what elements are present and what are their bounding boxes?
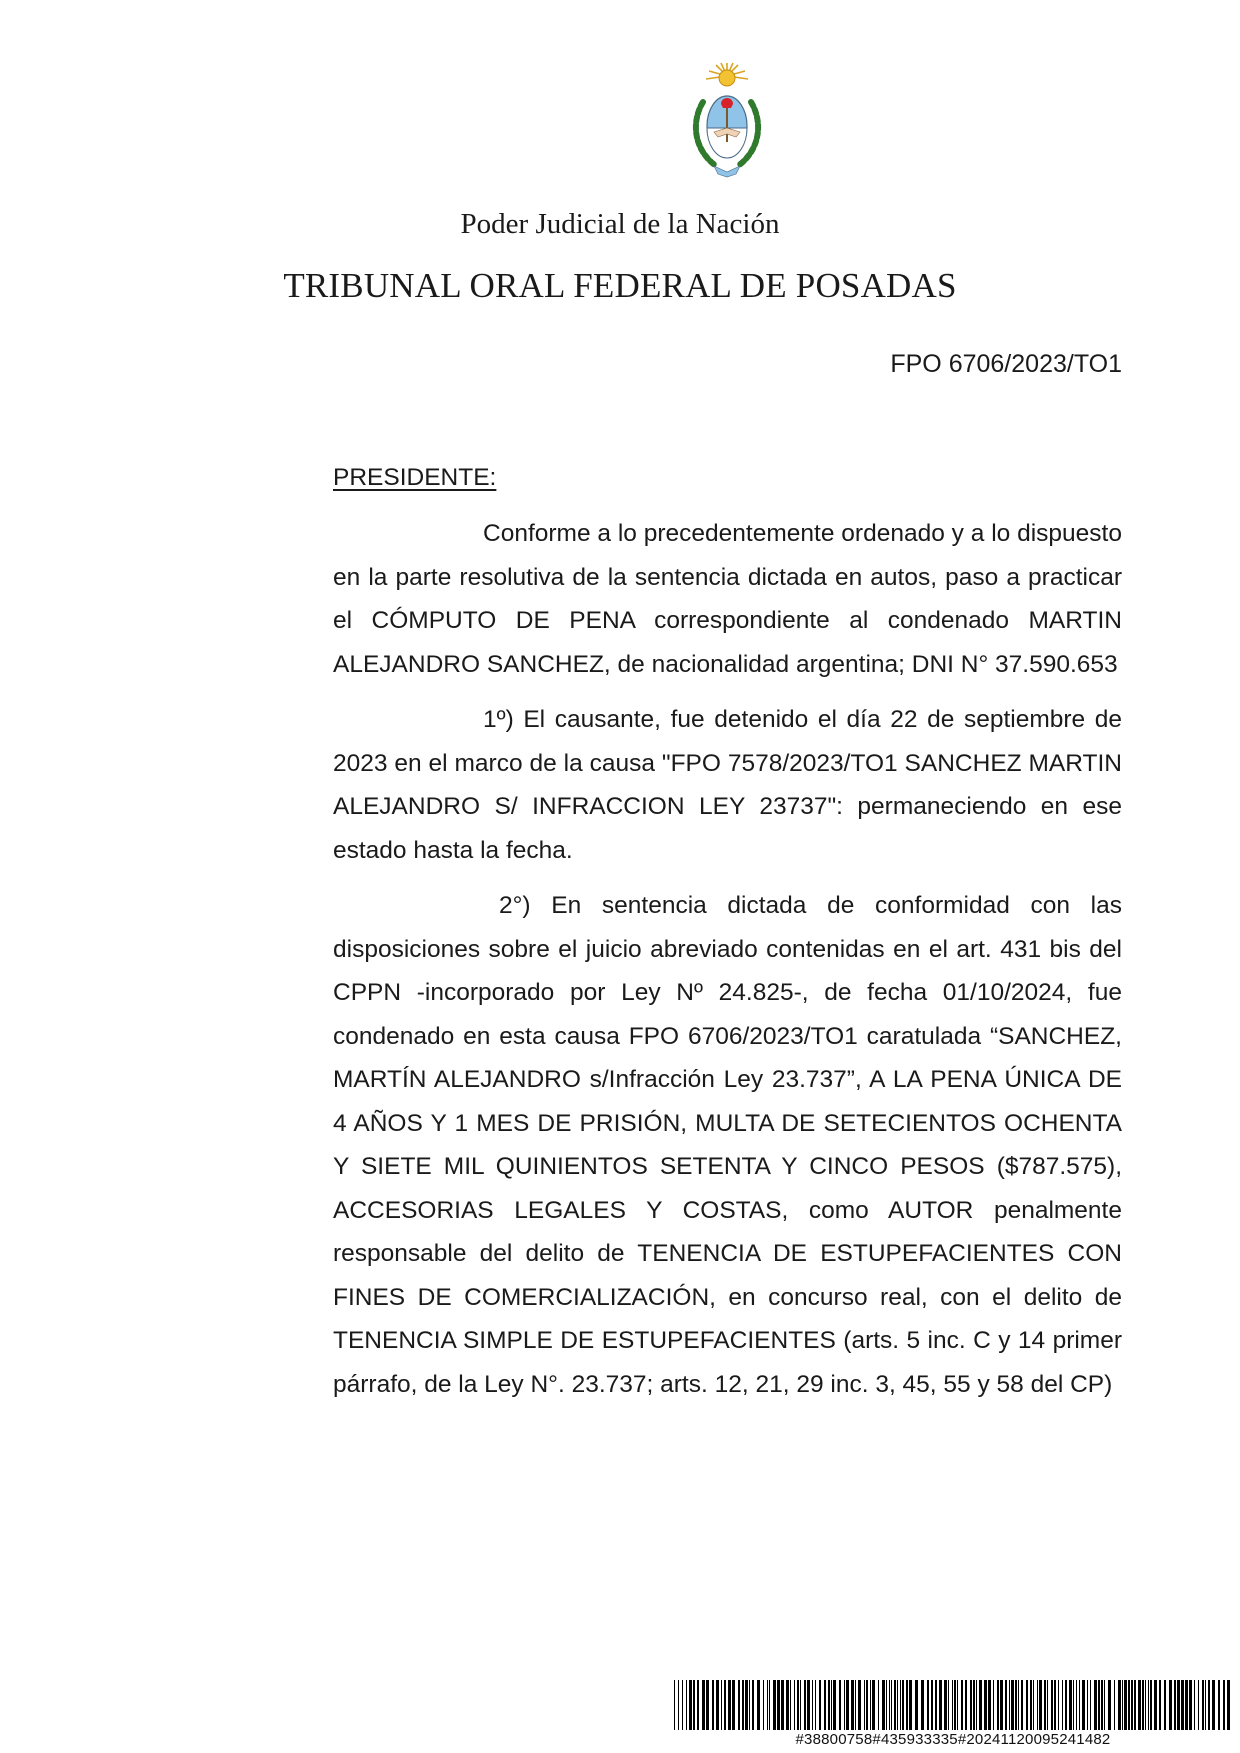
barcode-bar [1194,1680,1195,1730]
barcode-bar [1164,1680,1166,1730]
barcode-bar [935,1680,937,1730]
barcode-bar [894,1680,896,1730]
paragraph-intro: Conforme a lo precedentemente ordenado y a lo dispuesto en la parte resolutiva de la sentencia dictada en autos, paso a practicar el CÓMPUTO DE PENA correspondiente al condenado MARTIN ALEJANDRO SANCHEZ, de nacionalidad argentina; DNI N° 37.590.653 [333,520,1122,678]
barcode-bar [1030,1680,1032,1730]
barcode-bar [915,1680,918,1730]
barcode-bar [939,1680,942,1730]
barcode-bar [1015,1680,1017,1730]
barcode-bar [790,1680,791,1730]
barcode-bar [800,1680,801,1730]
barcode-bar [1087,1680,1088,1730]
barcode-bar [702,1680,705,1730]
barcode-bar [891,1680,892,1730]
barcode-bar [1223,1680,1225,1730]
barcode-bar [902,1680,904,1730]
barcode-bar [957,1680,958,1730]
barcode-bar [1069,1680,1072,1730]
barcode-bar [906,1680,908,1730]
barcode-bar [824,1680,826,1730]
barcode-bar [1145,1680,1146,1730]
barcode-bar [678,1680,679,1730]
barcode-bar [752,1680,754,1730]
barcode-bar [706,1680,709,1730]
barcode-bar [839,1680,841,1730]
barcode-bar [882,1680,885,1730]
barcode-bar [1122,1680,1123,1730]
barcode-bar [866,1680,868,1730]
barcode-bar [952,1680,953,1730]
barcode-bar [1000,1680,1003,1730]
barcode-bar [757,1680,760,1730]
barcode-bar [954,1680,956,1730]
barcode-bar [1009,1680,1010,1730]
barcode-bar [1065,1680,1067,1730]
barcode-bar [1044,1680,1046,1730]
barcode-bar [1114,1680,1115,1730]
barcode-bar [1021,1680,1023,1730]
barcode-bar [1198,1680,1199,1730]
barcode-bar [1082,1680,1085,1730]
barcode-bar [970,1680,972,1730]
barcode-bar [993,1680,994,1730]
barcode-bar [1104,1680,1105,1730]
barcode-bar [984,1680,987,1730]
barcode-bar [1018,1680,1019,1730]
barcode-bar [794,1680,795,1730]
barcode-bar [777,1680,780,1730]
barcode-bar [851,1680,854,1730]
barcode-bar [979,1680,982,1730]
barcode-bar [1154,1680,1157,1730]
barcode-bar [1128,1680,1130,1730]
barcode-bar [1073,1680,1074,1730]
barcode-bar [1011,1680,1014,1730]
coat-of-arms-icon [686,62,768,180]
barcode-bar [804,1680,806,1730]
barcode-bar [997,1680,999,1730]
barcode-bar [878,1680,879,1730]
document-body [333,458,1122,1418]
barcode-bar [1189,1680,1192,1730]
barcode-bar [786,1680,789,1730]
barcode-bar [686,1680,687,1730]
barcode-bar [767,1680,768,1730]
barcode-bar [1181,1680,1184,1730]
barcode-bar [781,1680,784,1730]
barcode-bar [973,1680,975,1730]
barcode-bar [1142,1680,1144,1730]
barcode-bar [870,1680,871,1730]
barcode-bar [712,1680,714,1730]
barcode-bar [763,1680,764,1730]
barcode-bar [900,1680,901,1730]
barcode-bar [819,1680,821,1730]
barcode-bar [1212,1680,1215,1730]
barcode-bar [1134,1680,1136,1730]
barcode-bar [1101,1680,1103,1730]
barcode-bar [886,1680,887,1730]
barcode-bar [1202,1680,1204,1730]
barcode-bar [742,1680,744,1730]
barcode-icon [672,1680,1234,1730]
barcode-bar [931,1680,933,1730]
barcode-bar [828,1680,830,1730]
barcode-bar [1005,1680,1007,1730]
barcode-bar [1218,1680,1220,1730]
barcode-bar [961,1680,963,1730]
barcode-bar [769,1680,770,1730]
barcode-bar [812,1680,813,1730]
barcode-bar [855,1680,856,1730]
barcode-bar [944,1680,947,1730]
barcode-bar [1185,1680,1188,1730]
barcode-bar [1169,1680,1172,1730]
barcode-bar [1033,1680,1034,1730]
institution-name: Poder Judicial de la Nación [460,208,780,240]
barcode-bar [1148,1680,1149,1730]
barcode-bar [1177,1680,1180,1730]
barcode-bar [1138,1680,1141,1730]
barcode-bar [682,1680,683,1730]
barcode-bar [1051,1680,1053,1730]
barcode-bar [1098,1680,1100,1730]
paragraph-detention: 1º) El causante, fue detenido el día 22 de septiembre de 2023 en el marco de la causa "FPO 7578/2023/TO1 SANCHEZ MARTIN ALEJANDRO S/ INFRACCION LEY 23737": permaneciendo en ese estado hasta la fecha. [333,706,1122,864]
barcode-bar [988,1680,991,1730]
barcode-number: #38800758#435933335#20241120095241482 [795,1731,1111,1748]
barcode-bar [976,1680,977,1730]
barcode-bar [897,1680,898,1730]
barcode-bar [1108,1680,1111,1730]
barcode-bar [797,1680,799,1730]
barcode-bar [807,1680,810,1730]
barcode-bar [948,1680,949,1730]
barcode-bar [844,1680,845,1730]
barcode-bar [1124,1680,1127,1730]
barcode-block [672,1680,1234,1748]
barcode-bar [1094,1680,1097,1730]
barcode-bar [773,1680,776,1730]
barcode-bar [1076,1680,1077,1730]
barcode-bar [1205,1680,1206,1730]
barcode-bar [716,1680,719,1730]
barcode-bar [965,1680,967,1730]
case-number: FPO 6706/2023/TO1 [890,350,1122,378]
barcode-bar [927,1680,929,1730]
barcode-bar [1047,1680,1048,1730]
barcode-bar [858,1680,861,1730]
barcode-bar [909,1680,912,1730]
barcode-bar [833,1680,836,1730]
barcode-bar [738,1680,740,1730]
barcode-bar [1208,1680,1210,1730]
barcode-bar [749,1680,750,1730]
barcode-bar [1039,1680,1042,1730]
barcode-bar [693,1680,695,1730]
barcode-bar [689,1680,692,1730]
barcode-bar [1118,1680,1121,1730]
barcode-bar [1150,1680,1152,1730]
barcode-bar [1058,1680,1059,1730]
barcode-bar [674,1680,675,1730]
barcode-bar [1131,1680,1133,1730]
barcode-bar [1079,1680,1080,1730]
barcode-bar [1227,1680,1230,1730]
barcode-bar [1054,1680,1056,1730]
barcode-bar [921,1680,924,1730]
barcode-bar [721,1680,722,1730]
barcode-bar [724,1680,726,1730]
barcode-bar [872,1680,875,1730]
barcode-bar [815,1680,816,1730]
paragraph-sentence: 2°) En sentencia dictada de conformidad con las disposiciones sobre el juicio abreviado contenidas en el art. 431 bis del CPPN -incorporado por Ley Nº 24.825-, de fecha 01/10/2024, fue condenado en esta causa FPO 6706/2023/TO1 caratulada “SANCHEZ, MARTÍN ALEJANDRO s/Infracción Ley 23.737”, A LA PENA ÚNICA DE 4 AÑOS Y 1 MES DE PRISIÓN, MULTA DE SETECIENTOS OCHENTA Y SIETE MIL QUINIENTOS SETENTA Y CINCO PESOS ($787.575), ACCESORIAS LEGALES Y COSTAS, como AUTOR penalmente responsable del delito de TENENCIA DE ESTUPEFACIENTES CON FINES DE COMERCIALIZACIÓN, en concurso real, con el delito de TENENCIA SIMPLE DE ESTUPEFACIENTES (arts. 5 inc. C y 14 primer párrafo, de la Ley N°. 23.737; arts. 12, 21, 29 inc. 3, 45, 55 y 58 del CP) [333,892,1122,1398]
barcode-bar [889,1680,890,1730]
barcode-bar [831,1680,832,1730]
barcode-bar [864,1680,865,1730]
barcode-bar [732,1680,735,1730]
barcode-bar [1174,1680,1176,1730]
barcode-bar [1037,1680,1038,1730]
barcode-bar [1026,1680,1028,1730]
barcode-bar [1090,1680,1091,1730]
barcode-bar [745,1680,748,1730]
barcode-bar [728,1680,731,1730]
court-name: TRIBUNAL ORAL FEDERAL DE POSADAS [283,266,957,305]
barcode-bar [1159,1680,1161,1730]
section-heading: PRESIDENTE: [333,464,497,491]
barcode-bar [1062,1680,1063,1730]
barcode-bar [697,1680,699,1730]
barcode-bar [846,1680,849,1730]
